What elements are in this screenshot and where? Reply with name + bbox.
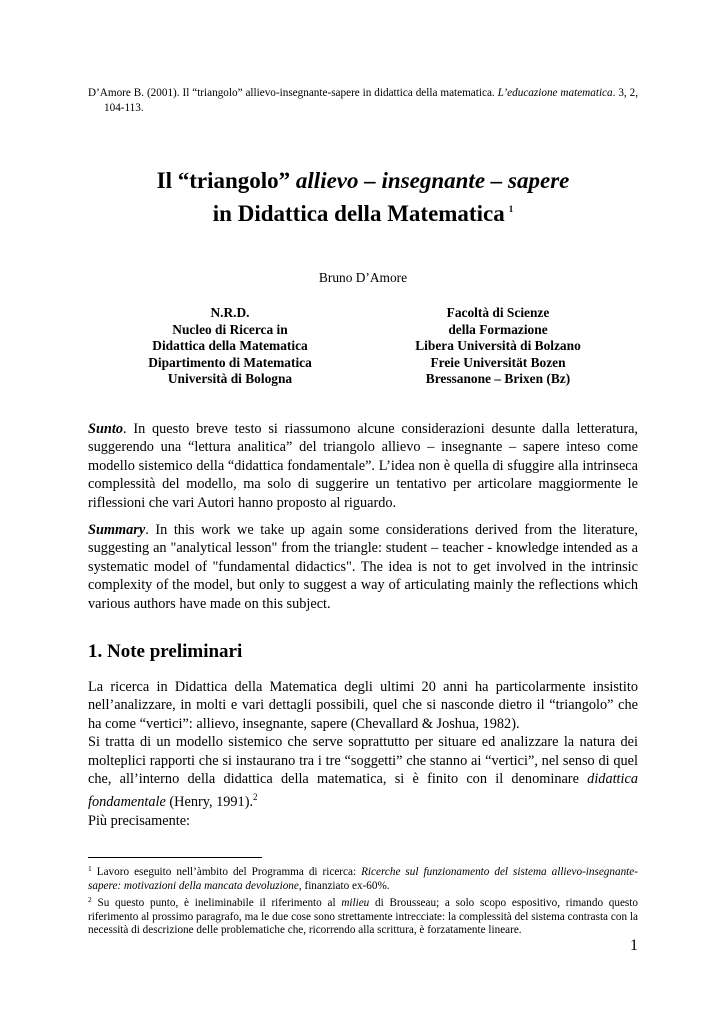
footnotes [88,862,638,938]
footnote-1: $^1$ Lavoro eseguito nell’àmbito del Programma di ricerca: Ricerche sul funzionamento del sistema allievo-insegnante-sapere: motivazioni della mancata devoluzione, finanziato ex-60%. [88,864,638,892]
affiliation-left: N.R.D. Nucleo di Ricerca in Didattica della Matematica Dipartimento di Matematica Università di Bologna [148,305,312,387]
paragraph: Si tratta di un modello sistemico che serve soprattutto per situare ed analizzare la natura dei molteplici rapporti che si instaurano tra i tre “soggetti” che stanno ai “vertici”, nel senso di quel che, all’interno della didattica della matematica, si è finito con il denominare didattica fondamentale (Henry, 1991).$^2$ [88,734,638,811]
citation-journal: L’educazione matematica [497,87,613,99]
paragraph: Più precisamente: [88,812,191,829]
paper-title: Il “triangolo” allievo – insegnante – sapere in Didattica della Matematica $^1$ [156,168,570,226]
footnote-2: $^2$ Su questo punto, è ineliminabile il riferimento al milieu di Brousseau; a solo scopo espositivo, rimando questo riferimento al prossimo paragrafo, ma le due cose sono strettamente intrecciate: la complessità del sistema contrasta con la necessità di descrizione delle problematiche che, ricorrendo alla scrittura, è forzatamente lineare. [88,895,638,937]
abstract-english: Summary. In this work we take up again some considerations derived from the literature, suggesting an "analytical lesson" from the triangle: student – teacher - knowledge intended as a systematic model of "fundamental didactics". The idea is not to get involved in the intrinsic complexity of the model, but only to suggest a way of articulating mainly the reflections which various authors have made on this subject. [88,522,638,612]
section-heading: 1. Note preliminari [88,641,243,662]
footnote-mark[interactable]: 2 [253,792,258,803]
author-name: Bruno D’Amore [318,270,408,285]
footnote-divider [88,857,262,858]
summary-label: Summary [88,522,146,538]
paragraph: La ricerca in Didattica della Matematica degli ultimi 20 anni ha particolarmente insistito nell’analizzare, in molti e vari dettagli possibili, quel che si nasconde dietro il “triangolo” che ha come “vertici”: allievo, insegnante, sapere (Chevallard & Joshua, 1982). [88,679,638,732]
citation-reference: D’Amore B. (2001). Il “triangolo” allievo-insegnante-sapere in didattica della matematica. L’educazione matematica. 3, 2, 104-113. [88,87,639,114]
page-number: 1 [630,937,638,954]
title-footnote-mark[interactable]: 1 [508,204,514,214]
affiliation-right: Facoltà di Scienze della Formazione Libera Università di Bolzano Freie Universität Bozen Bressanone – Brixen (Bz) [415,305,581,387]
abstract-italian: Sunto. In questo breve testo si riassumono alcune considerazioni desunte dalla letteratura, suggerendo una “lettura analitica” del triangolo allievo – insegnante – sapere inteso come modello sistemico della “didattica fondamentale”. L’idea non è quella di sfuggire alla intrinseca complessità del modello, ma solo di suggerire un tentativo per articolare maggiormente le riflessioni che vari Autori hanno proposto al riguardo. [88,421,638,511]
section-body [88,678,638,830]
abstract-label: Sunto [88,421,123,437]
